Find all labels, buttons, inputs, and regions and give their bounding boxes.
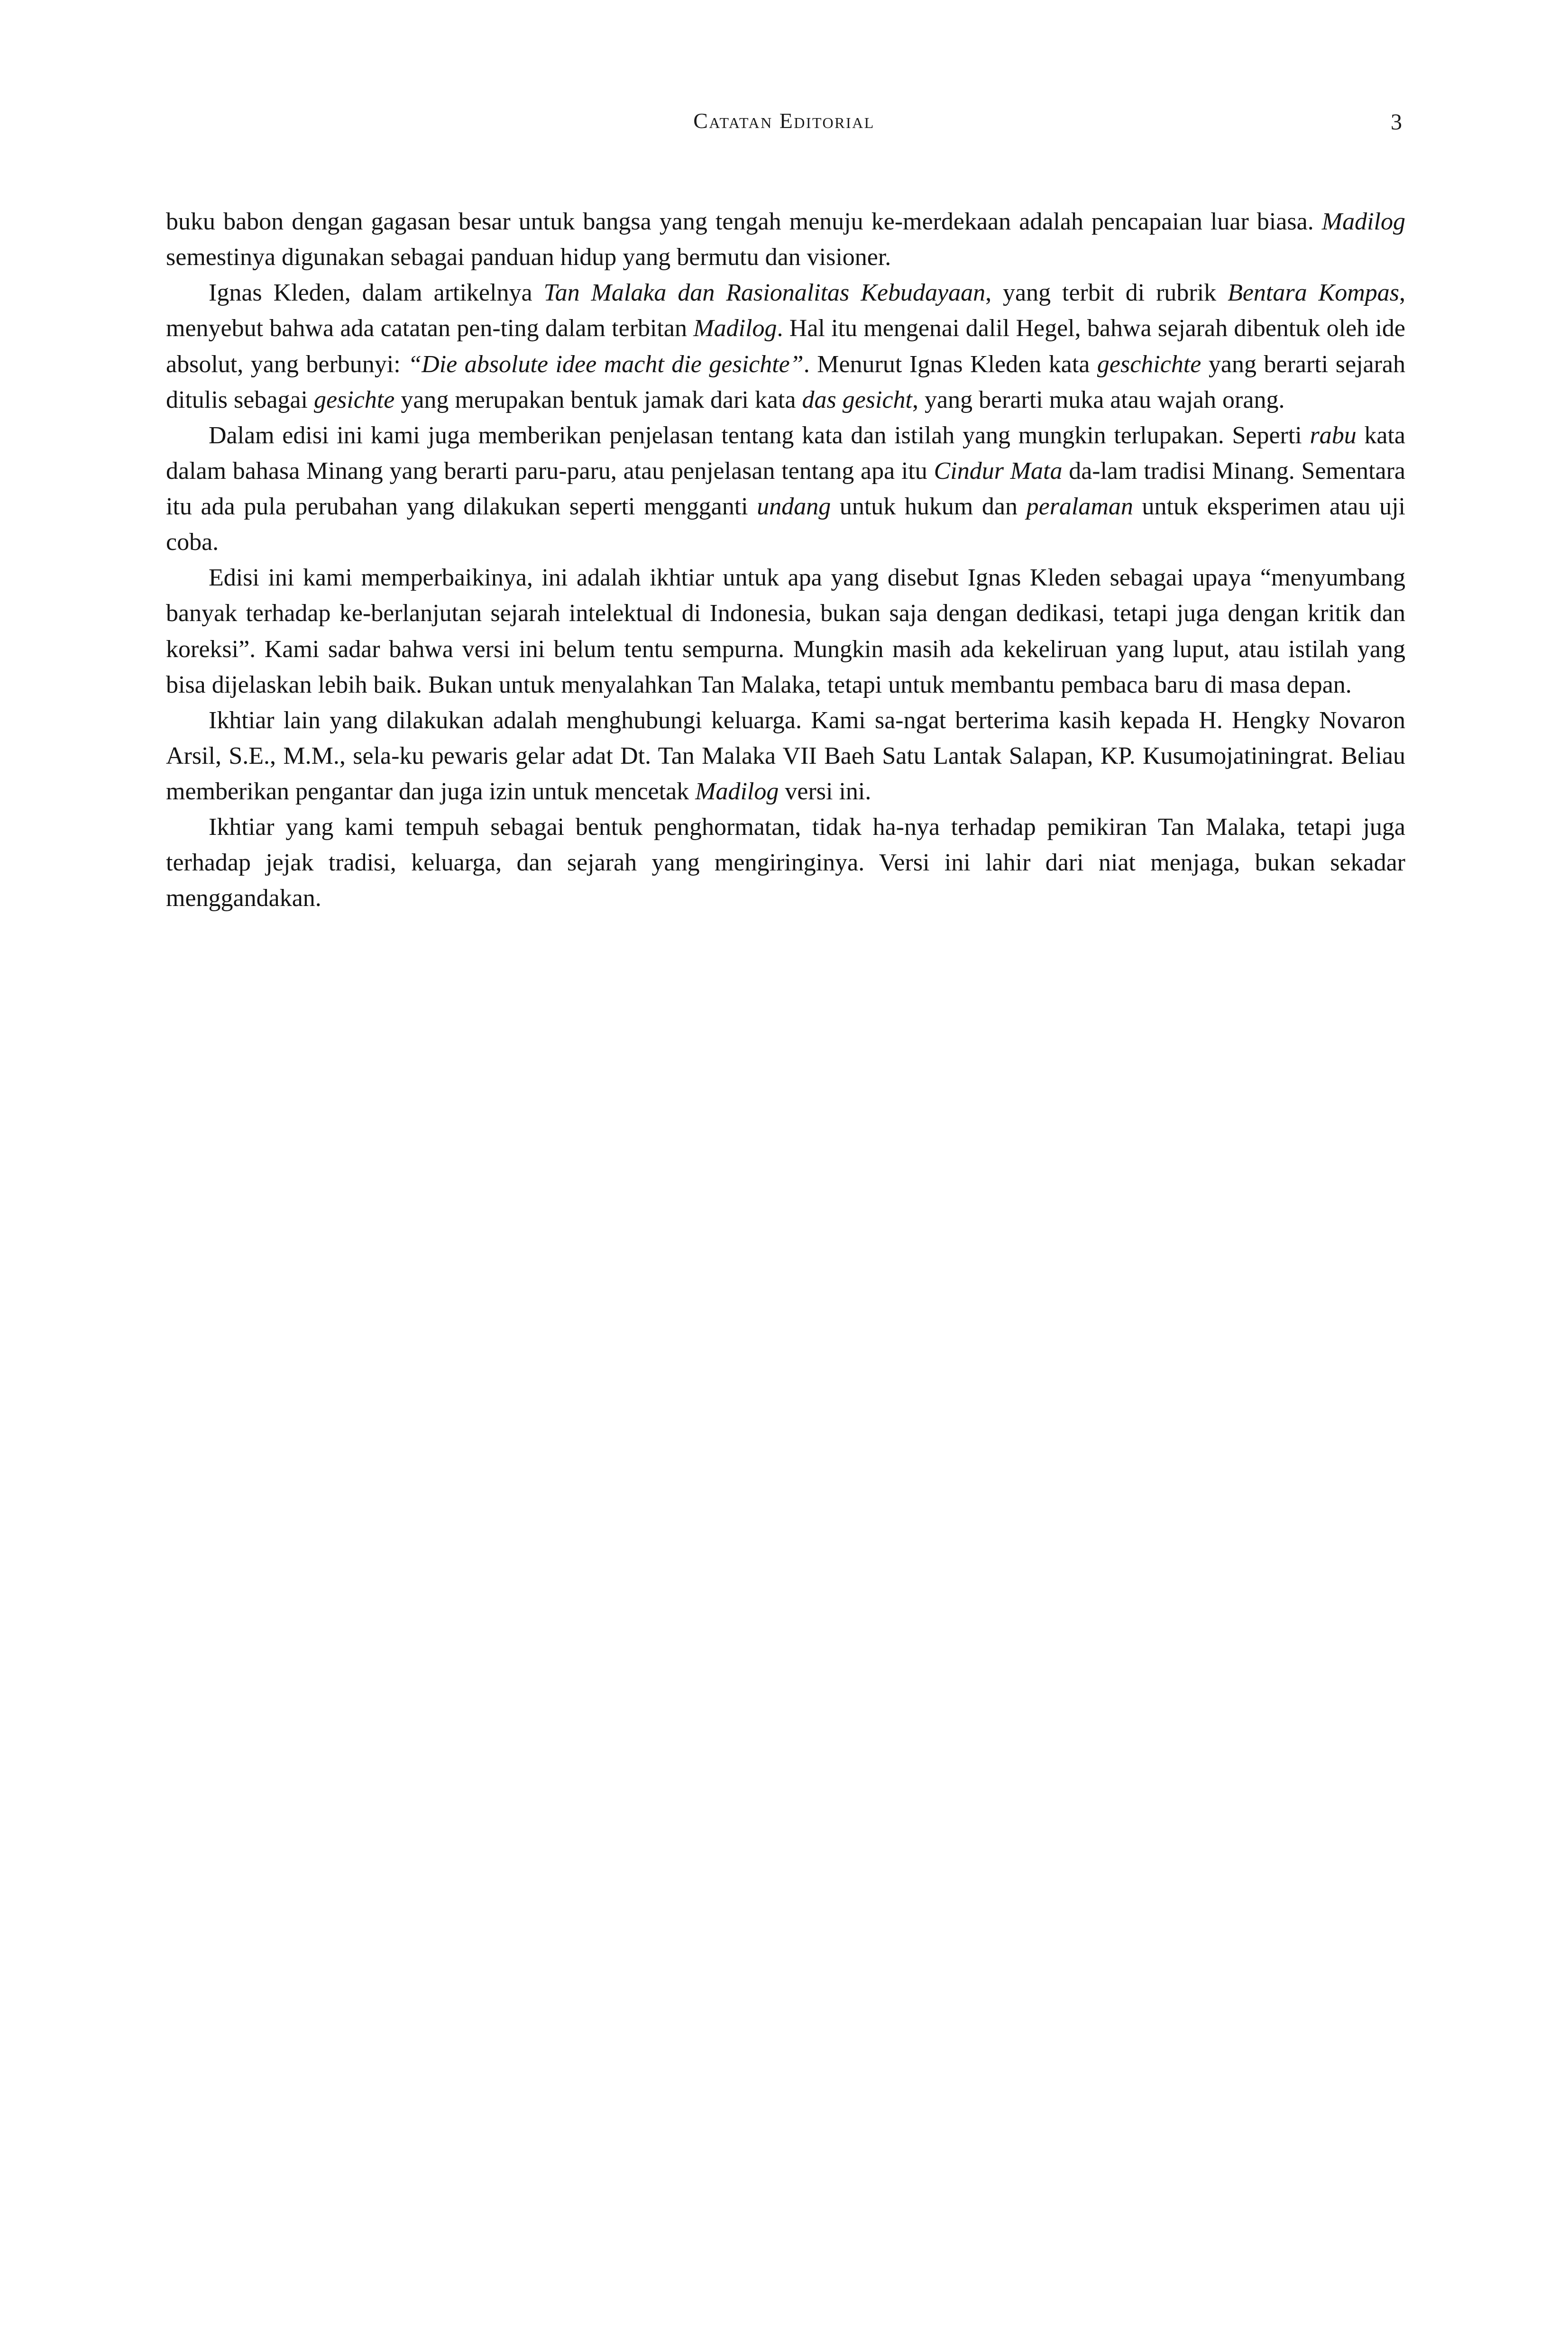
paragraph [166,703,1405,809]
text-run: yang merupakan bentuk jamak dari kata [394,386,802,413]
italic-run: das gesicht [802,386,912,413]
italic-run: Tan Malaka dan Rasionalitas Kebudayaan [543,279,986,307]
text-run: Edisi ini kami memperbaikinya, ini adalah ikhtiar untuk apa yang disebut Ignas Kleden sebagai upaya “menyumbang banyak terhadap ke-berlanjutan sejarah intelektual di Indonesia, bukan saja dengan dedikasi, tetapi juga dengan kritik dan koreksi”. Kami sadar bahwa versi ini belum tentu sempurna. Mungkin masih ada kekeliruan yang luput, atau istilah yang bisa dijelaskan lebih baik. Bukan untuk menyalahkan Tan Malaka, tetapi untuk membantu pembaca baru di masa depan. [166,564,1405,698]
text-run: . Menurut Ignas Kleden kata [803,350,1097,378]
text-run: versi ini. [779,778,871,805]
paragraph [166,275,1405,418]
paragraph [166,204,1405,275]
italic-run: peralaman [1026,493,1133,520]
running-head [166,108,1402,137]
text-run: . Hal itu mengenai dalil Hegel, bahwa sejarah dibentuk oleh ide absolut, yang berbunyi: [166,315,1405,378]
running-head-title: Catatan Editorial [693,109,875,133]
text-run: buku babon dengan gagasan besar untuk bangsa yang tengah menuju ke-merdekaan adalah pencapaian luar biasa. [166,208,1322,235]
text-run: , yang terbit di rubrik [985,279,1228,307]
italic-run: undang [757,493,831,520]
paragraph [166,418,1405,560]
italic-run: rabu [1310,421,1357,449]
italic-run: Madilog [1321,208,1405,235]
text-run: , yang berarti muka atau wajah orang. [912,386,1285,413]
text-run: Ignas Kleden, dalam artikelnya [209,279,544,307]
text-run: kata dalam bahasa Minang yang berarti paru-paru, atau penjelasan tentang apa itu [166,421,1405,485]
text-run: Ikhtiar lain yang dilakukan adalah menghubungi keluarga. Kami sa-ngat berterima kasih kepada H. Hengky Novaron Arsil, S.E., M.M., sela-ku pewaris gelar adat Dt. Tan Malaka VII Baeh Satu Lantak Salapan, KP. Kusumojatiningrat. Beliau memberikan pengantar dan juga izin untuk mencetak [166,706,1405,805]
text-run: Dalam edisi ini kami juga memberikan penjelasan tentang kata dan istilah yang mungkin terlupakan. Seperti [209,421,1310,449]
italic-run: geschichte [1097,350,1201,378]
italic-run: Madilog [693,315,777,342]
italic-run: “Die absolute idee macht die gesichte” [408,350,804,378]
paragraph [166,560,1405,703]
text-run: semestinya digunakan sebagai panduan hidup yang bermutu dan visioner. [166,244,891,271]
text-run: yang berarti sejarah ditulis sebagai [166,350,1406,413]
text-run: untuk hukum dan [831,493,1027,520]
text-run: untuk eksperimen atau uji coba. [166,493,1405,556]
text-run: , menyebut bahwa ada catatan pen-ting dalam terbitan [166,279,1406,342]
paragraph [166,809,1405,916]
italic-run: Madilog [695,778,779,805]
text-run: da-lam tradisi Minang. Sementara itu ada pula perubahan yang dilakukan seperti mengganti [166,457,1406,520]
text-run: Ikhtiar yang kami tempuh sebagai bentuk penghormatan, tidak ha-nya terhadap pemikiran Tan Malaka, tetapi juga terhadap jejak tradisi, keluarga, dan sejarah yang mengiringinya. Versi ini lahir dari niat menjaga, bukan sekadar menggandakan. [166,814,1405,912]
italic-run: Cindur Mata [934,457,1063,485]
page-number: 3 [1391,110,1402,135]
italic-run: Bentara Kompas [1228,279,1400,307]
italic-run: gesichte [313,386,395,413]
body-text [166,204,1405,916]
